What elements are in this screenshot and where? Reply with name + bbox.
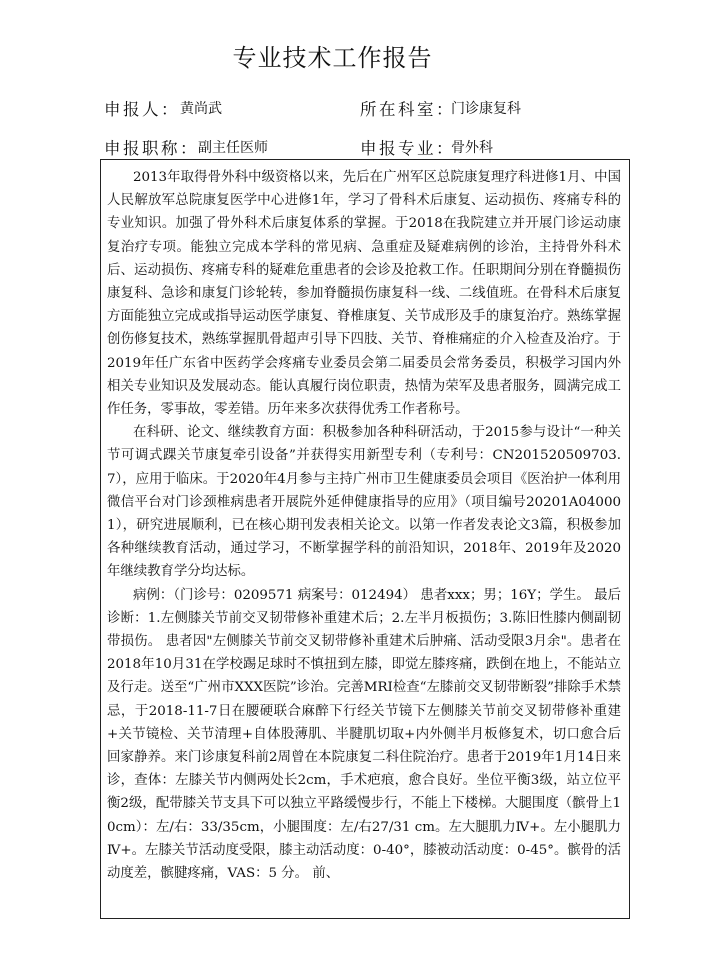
specialty-value: 骨外科 — [451, 140, 493, 156]
paragraph-case: 病例：（门诊号：0209571 病案号：012494） 患者xxx；男；16Y；学生。 最后诊断：1.左侧膝关节前交叉韧带修补重建术后；2.左半月板损伤；3.陈旧性膝内侧副韧带损伤。 患者因"左侧膝关节前交叉韧带修补重建术后肿痛、活动受限3月余"。患者在2018年10月31在学校踢足球时不慎扭到左膝，即觉左膝疼痛，跌倒在地上，不能站立及行走。送至“广州市XXX医院”诊治。完善MRI检查“左膝前交叉韧带断裂”排除手术禁忌，于2018-11-7日在腰硬联合麻醉下行经关节镜下左侧膝关节前交叉韧带修补重建+关节镜检、关节清理+自体股薄肌、半腱肌切取+内外侧半月板修复术，切口愈合后回家静养。来门诊康复科前2周曾在本院康复二科住院治疗。患者于2019年1月14日来诊，查体：左膝关节内侧两处长2cm，手术疤痕，愈合良好。坐位平衡3级，站立位平衡2级，配带膝关节支具下可以独立平路缓慢步行，不能上下楼梯。大腿围度（髌骨上10cm）：左/右：33/35cm，小腿围度：左/右27/31 cm。左大腿肌力Ⅳ+。左小腿肌力Ⅳ+。左膝关节活动度受限，膝主动活动度：0-40°，膝被动活动度：0-45°。髌骨的活动度差，髌腱疼痛，VAS：5 分。 前、 — [107, 587, 621, 882]
department-label: 所在科室： — [360, 100, 455, 119]
paragraph-experience: 2013年取得骨外科中级资格以来，先后在广州军区总院康复理疗科进修1月、中国人民解放军总院康复医学中心进修1年，学习了骨科术后康复、运动损伤、疼痛专科的专业知识。加强了骨外科术后康复体系的掌握。于2018在我院建立并开展门诊运动康复治疗专项。能独立完成本学科的常见病、急重症及疑难病例的诊治，主持骨外科术后、运动损伤、疼痛专科的疑难危重患者的会诊及抢救工作。任职期间分别在脊髓损伤康复科、急诊和康复门诊轮转，参加脊髓损伤康复科一线、二线值班。在骨科术后康复方面能独立完成或指导运动医学康复、脊椎康复、关节成形及手的康复治疗。熟练掌握创伤修复技术，熟练掌握肌骨超声引导下四肢、关节、脊椎痛症的介入检查及治疗。于2019年任广东省中医药学会疼痛专业委员会第二届委员会常务委员，积极学习国内外相关专业知识及发展动态。能认真履行岗位职责，热情为荣军及患者服务，圆满完成工作任务，零事故，零差错。历年来多次获得优秀工作者称号。 — [107, 170, 621, 418]
report-title: 专业技术工作报告 — [232, 44, 433, 72]
applicant-label: 申报人： — [104, 100, 180, 119]
title-label: 申报职称： — [104, 139, 199, 158]
title-value: 副主任医师 — [198, 140, 268, 156]
report-content-box — [100, 159, 630, 919]
department-value: 门诊康复科 — [451, 101, 521, 117]
specialty-label: 申报专业： — [360, 139, 455, 158]
paragraph-research: 在科研、论文、继续教育方面：积极参加各种科研活动，于2015参与设计“一种关节可调式踝关节康复牵引设备”并获得实用新型专利（专利号：CN201520509703.7），应用于临床。于2020年4月参与主持广州市卫生健康委员会项目《医治护一体利用微信平台对门诊颈椎病患者开展院外延伸健康指导的应用》（项目编号20201A040001），研究进展顺利，已在核心期刊发表相关论文。以第一作者发表论文3篇，积极参加各种继续教育活动，通过学习，不断掌握学科的前沿知识，2018年、2019年及2020年继续教育学分均达标。 — [107, 425, 621, 580]
applicant-value: 黄尚武 — [180, 101, 222, 117]
